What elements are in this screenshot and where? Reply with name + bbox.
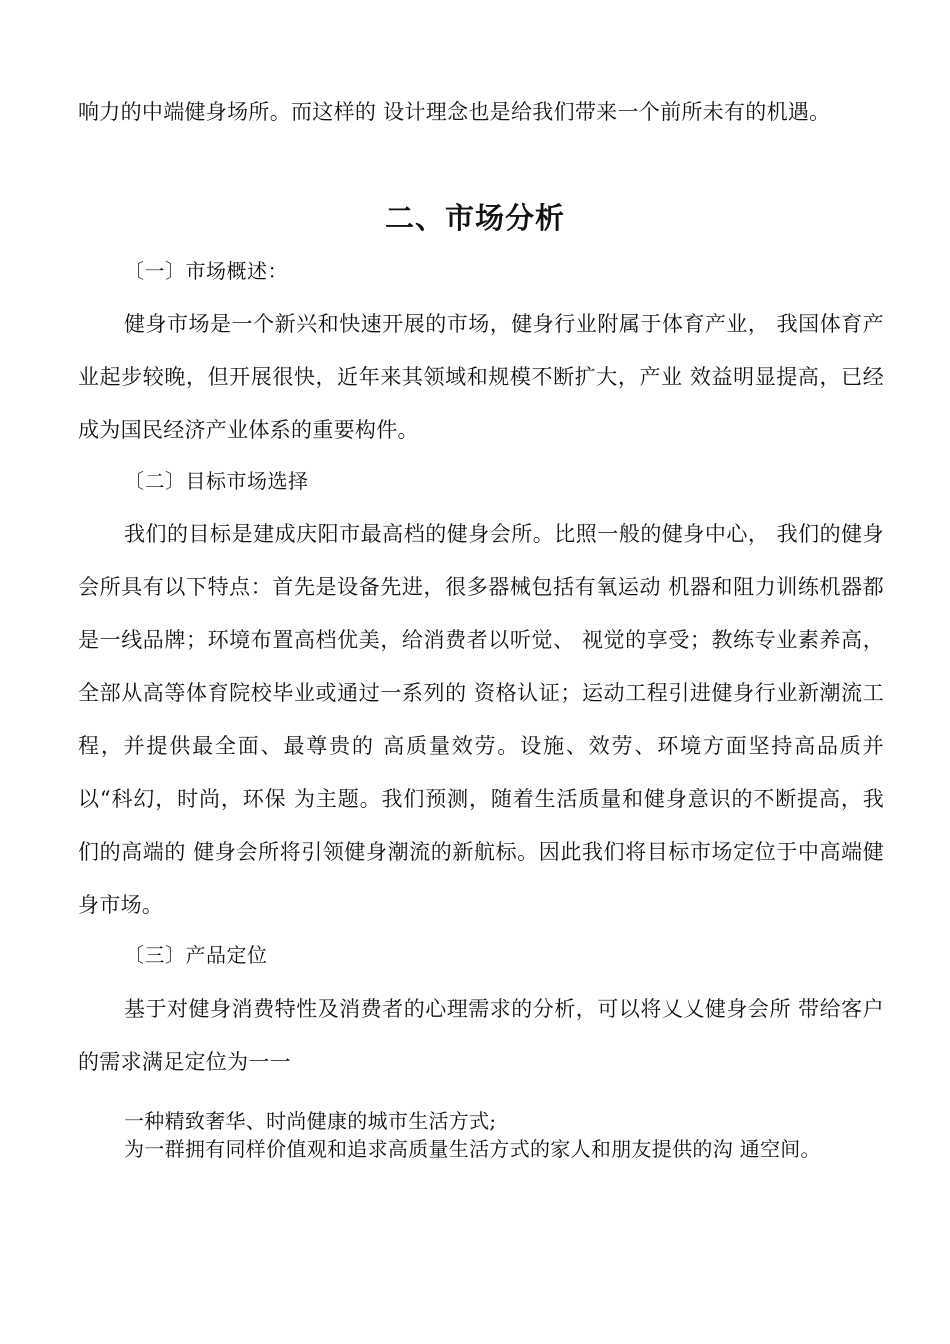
subheading-market-overview: 〔一〕市场概述： [124, 259, 288, 283]
subheading-product-positioning: 〔三〕产品定位 [124, 943, 268, 967]
positioning-item-1: 一种精致奢华、时尚健康的城市生活方式; [124, 1109, 497, 1133]
section-title: 二、市场分析 [384, 201, 565, 235]
paragraph-target-market: 我们的目标是建成庆阳市最高档的健身会所。比照一般的健身中心， 我们的健身会所具有以下特点：首先是设备先进，很多器械包括有氧运动 机器和阻力训练机器都是一线品牌；环境布置高档优美，给消费者以听觉、 视觉的享受；教练专业素养高，全部从高等体育院校毕业或通过一系列的 资格认证；运动工程引进健身行业新潮流工程，并提供最全面、最尊贵的 高质量效劳。设施、效劳、环境方面坚持高品质并以“科幻，时尚，环保 为主题。我们预测，随着生活质量和健身意识的不断提高，我们的高端的 健身会所将引领健身潮流的新航标。因此我们将目标市场定位于中高端健身市场。 [78, 522, 884, 917]
paragraph-product-positioning: 基于对健身消费特性及消费者的心理需求的分析，可以将乂乂健身会所 带给客户的需求满足定位为一一 [78, 997, 884, 1074]
paragraph-continuation: 响力的中端健身场所。而这样的 设计理念也是给我们带来一个前所未有的机遇。 [78, 100, 831, 124]
paragraph-market-overview: 健身市场是一个新兴和快速开展的市场，健身行业附属于体育产业， 我国体育产业起步较晚，但开展很快，近年来其领域和规模不断扩大，产业 效益明显提高，已经成为国民经济产业体系的重要构件。 [78, 312, 884, 442]
positioning-item-2: 为一群拥有同样价值观和追求高质量生活方式的家人和朋友提供的沟 通空间。 [124, 1137, 821, 1161]
subheading-target-market: 〔二〕目标市场选择 [124, 469, 309, 493]
